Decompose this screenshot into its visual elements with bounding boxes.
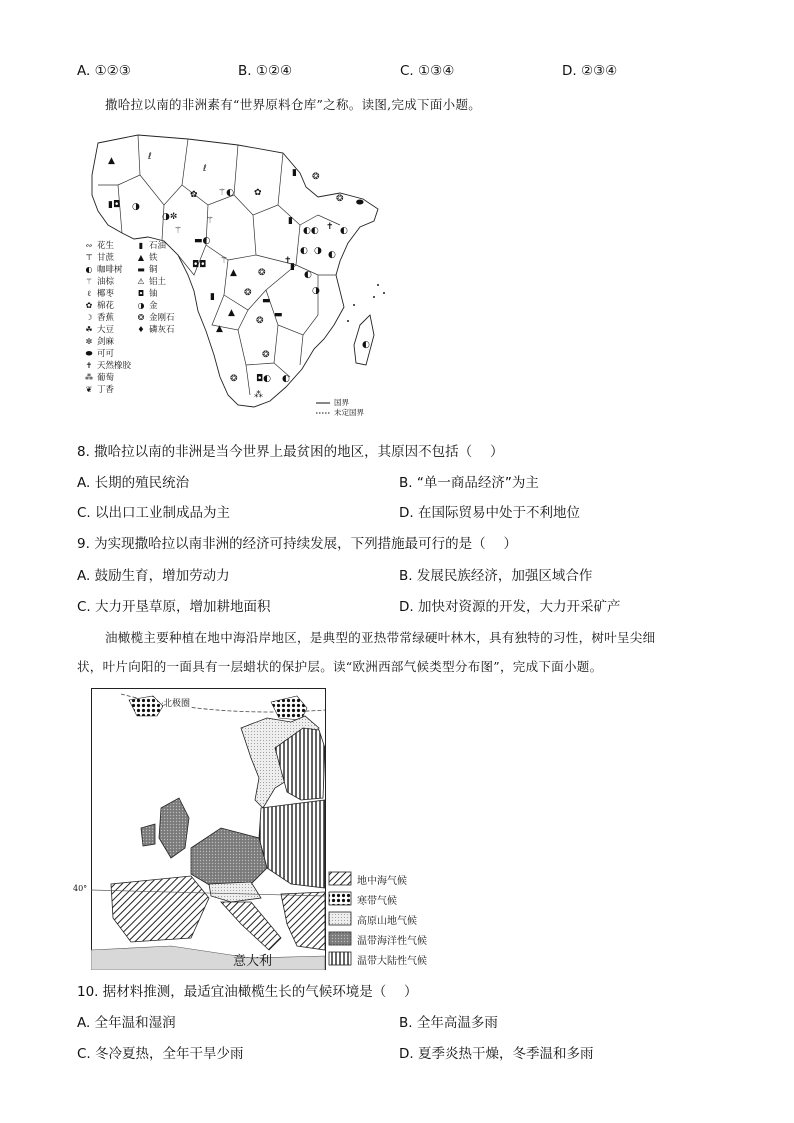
svg-text:◐: ◐	[328, 250, 336, 260]
q8-option-c[interactable]: C. 以出口工业制成品为主	[77, 505, 231, 521]
legend-label: 金	[149, 301, 158, 311]
phosphate-icon: ♦	[137, 325, 145, 334]
svg-text:⁂: ⁂	[254, 390, 263, 400]
q10-option-d[interactable]: D. 夏季炎热干燥，冬季温和多雨	[399, 1046, 594, 1062]
arctic-circle-label: 北极圈	[163, 696, 190, 709]
svg-text:▮: ▮	[290, 262, 295, 272]
legend-polar: 寒带气候	[357, 896, 397, 907]
legend-undetermined-border: 未定国界	[334, 408, 364, 417]
svg-text:❂: ❂	[336, 194, 344, 204]
legend-label: 铀	[149, 289, 158, 299]
svg-text:⚚: ⚚	[220, 256, 229, 266]
legend-sisal	[84, 335, 114, 347]
latitude-40-label: 40°	[73, 884, 88, 893]
svg-text:❂: ❂	[312, 172, 320, 182]
diamond-icon: ❂	[137, 313, 145, 322]
q8-stem: 8. 撒哈拉以南的非洲是当今世界上最贫困的地区，其原因不包括（ ）	[77, 444, 504, 460]
peanut-icon: ∾	[85, 241, 93, 250]
svg-text:ℓ: ℓ	[148, 152, 152, 162]
africa-intro: 撒哈拉以南的非洲素有“世界原料仓库”之称。读图,完成下面小题。	[105, 97, 482, 112]
oil-icon: ▮	[138, 241, 144, 250]
legend-iron	[136, 251, 158, 263]
banana-icon: ☽	[85, 313, 93, 322]
legend-peanut	[84, 239, 114, 251]
legend-label: 棉花	[97, 301, 115, 311]
svg-text:◐◐: ◐◐	[303, 226, 319, 236]
legend-oil	[136, 239, 166, 251]
clove-icon: ❦	[85, 385, 93, 394]
q8-option-a[interactable]: A. 长期的殖民统治	[77, 475, 190, 491]
svg-text:◑: ◑	[132, 202, 140, 212]
legend-label: 咖啡树	[97, 265, 123, 275]
legend-copper	[136, 263, 158, 275]
svg-text:⚚◐: ⚚◐	[218, 188, 234, 198]
svg-text:◑: ◑	[312, 286, 320, 296]
legend-mediterranean: 地中海气候	[357, 876, 407, 887]
europe-intro-line2: 状，叶片向阳的一面具有一层蜡状的保护层。读“欧洲西部气候类型分布图”，完成下面小题。	[77, 659, 603, 674]
legend-label: 花生	[97, 241, 115, 251]
legend-label: 丁香	[97, 385, 115, 395]
svg-text:▮: ▮	[292, 168, 297, 178]
legend-coffee	[84, 263, 123, 275]
svg-text:▬: ▬	[274, 310, 283, 320]
svg-text:ℓ: ℓ	[203, 164, 207, 174]
europe-intro-line1: 油橄榄主要种植在地中海沿岸地区，是典型的亚热带常绿硬叶林木，具有独特的习性，树叶呈尖细	[105, 630, 656, 645]
legend-phosphate	[136, 323, 175, 335]
svg-text:✿: ✿	[254, 188, 262, 198]
legend-label: 磷灰石	[149, 325, 175, 335]
gold-icon: ◑	[137, 301, 145, 310]
legend-rubber	[84, 359, 131, 371]
legend-label: 葡萄	[97, 373, 115, 383]
legend-cotton	[84, 299, 114, 311]
legend-banana	[84, 311, 114, 323]
copper-icon: ▬	[137, 265, 145, 274]
q7-option-d[interactable]: D. ②③④	[562, 63, 618, 79]
q10-option-b[interactable]: B. 全年高温多雨	[399, 1015, 498, 1031]
bauxite-icon: ⚠	[137, 277, 145, 286]
svg-text:❂: ❂	[262, 350, 270, 360]
svg-text:▲: ▲	[230, 268, 237, 278]
svg-text:⚚: ⚚	[174, 226, 183, 236]
legend-soybean	[84, 323, 114, 335]
q9-option-a[interactable]: A. 鼓励生育，增加劳动力	[77, 568, 230, 584]
date-palm-icon: ℓ	[87, 289, 91, 298]
legend-border: 国界	[334, 398, 349, 407]
svg-text:▲: ▲	[228, 308, 235, 318]
svg-text:◐: ◐	[340, 226, 348, 236]
q7-option-a[interactable]: A. ①②③	[77, 63, 131, 79]
legend-date-palm	[84, 287, 114, 299]
legend-label: 椰枣	[97, 289, 115, 299]
uranium-icon: ◘	[137, 289, 145, 298]
svg-text:◑✼: ◑✼	[162, 212, 178, 222]
oil-palm-icon: ⚚	[85, 277, 93, 286]
italy-label: 意大利	[233, 954, 273, 969]
svg-text:❂: ❂	[244, 288, 252, 298]
sisal-icon: ✼	[85, 337, 93, 346]
svg-text:◘◘: ◘◘	[192, 260, 207, 270]
svg-text:▬◐: ▬◐	[194, 236, 211, 246]
q9-option-c[interactable]: C. 大力开垦草原，增加耕地面积	[77, 599, 271, 615]
coffee-icon: ◐	[85, 265, 93, 274]
legend-label: 甘蔗	[97, 253, 115, 263]
legend-sugarcane	[84, 251, 114, 263]
legend-label: 石油	[149, 241, 167, 251]
q8-option-b[interactable]: B. “单一商品经济”为主	[399, 475, 539, 491]
q8-option-d[interactable]: D. 在国际贸易中处于不利地位	[399, 505, 580, 521]
legend-uranium	[136, 287, 158, 299]
svg-text:◐: ◐	[282, 374, 290, 384]
legend-bauxite	[136, 275, 166, 287]
legend-clove	[84, 383, 114, 395]
q9-option-b[interactable]: B. 发展民族经济，加强区域合作	[399, 568, 593, 584]
svg-text:◑: ◑	[314, 246, 322, 256]
q10-stem: 10. 据材料推测，最适宜油橄榄生长的气候环境是（ ）	[77, 984, 418, 1000]
europe-climate-map	[73, 688, 441, 970]
legend-label: 铁	[149, 253, 158, 263]
svg-text:▮: ▮	[288, 216, 293, 226]
legend-label: 可可	[97, 349, 115, 359]
q10-option-c[interactable]: C. 冬冷夏热，全年干旱少雨	[77, 1046, 244, 1062]
legend-cocoa	[84, 347, 114, 359]
legend-gold	[136, 299, 158, 311]
legend-grape	[84, 371, 114, 383]
q7-option-c[interactable]: C. ①③④	[400, 63, 455, 79]
svg-text:◐: ◐	[304, 270, 312, 280]
q9-option-d[interactable]: D. 加快对资源的开发，大力开采矿产	[399, 599, 621, 615]
legend-label: 剑麻	[97, 337, 115, 347]
svg-text:⬬: ⬬	[356, 198, 364, 208]
svg-text:▲: ▲	[216, 324, 223, 334]
legend-oceanic: 温带海洋性气候	[357, 936, 427, 947]
rubber-icon: ✝	[85, 361, 93, 370]
svg-text:✝: ✝	[284, 256, 292, 266]
q10-option-a[interactable]: A. 全年温和湿润	[77, 1015, 176, 1031]
legend-label: 大豆	[97, 325, 115, 335]
legend-label: 油棕	[97, 277, 115, 287]
cotton-icon: ✿	[85, 301, 93, 310]
svg-text:◐: ◐	[300, 246, 308, 256]
svg-text:◘◐: ◘◐	[256, 374, 271, 384]
legend-label: 铜	[149, 265, 158, 275]
svg-text:▮: ▮	[210, 292, 215, 302]
iron-icon: ▲	[137, 253, 145, 262]
q7-option-b[interactable]: B. ①②④	[238, 63, 293, 79]
svg-text:✿: ✿	[190, 190, 198, 200]
svg-text:❂: ❂	[258, 268, 266, 278]
legend-highland: 高原山地气候	[357, 916, 417, 927]
svg-text:⚚: ⚚	[206, 216, 215, 226]
legend-diamond	[136, 311, 175, 323]
svg-text:▲: ▲	[108, 156, 115, 166]
grape-icon: ⁂	[85, 373, 93, 382]
svg-text:▮◘: ▮◘	[108, 200, 121, 210]
legend-label: 香蕉	[97, 313, 115, 323]
legend-label: 天然橡胶	[97, 361, 132, 371]
svg-text:✝: ✝	[326, 222, 334, 232]
legend-oil-palm	[84, 275, 114, 287]
svg-text:❂: ❂	[256, 316, 264, 326]
legend-label: 铝土	[149, 277, 167, 287]
legend-continental: 温带大陆性气候	[357, 956, 427, 967]
legend-label: 金刚石	[149, 313, 175, 323]
sugarcane-icon: ⊤	[85, 253, 93, 262]
q9-stem: 9. 为实现撒哈拉以南非洲的经济可持续发展，下列措施最可行的是（ ）	[77, 536, 517, 552]
cocoa-icon: ⬬	[85, 349, 93, 358]
soybean-icon: ☘	[85, 325, 93, 334]
svg-text:❂: ❂	[230, 374, 238, 384]
svg-text:◐: ◐	[362, 340, 370, 350]
svg-text:▬: ▬	[262, 296, 271, 306]
africa-resource-map	[78, 125, 390, 420]
